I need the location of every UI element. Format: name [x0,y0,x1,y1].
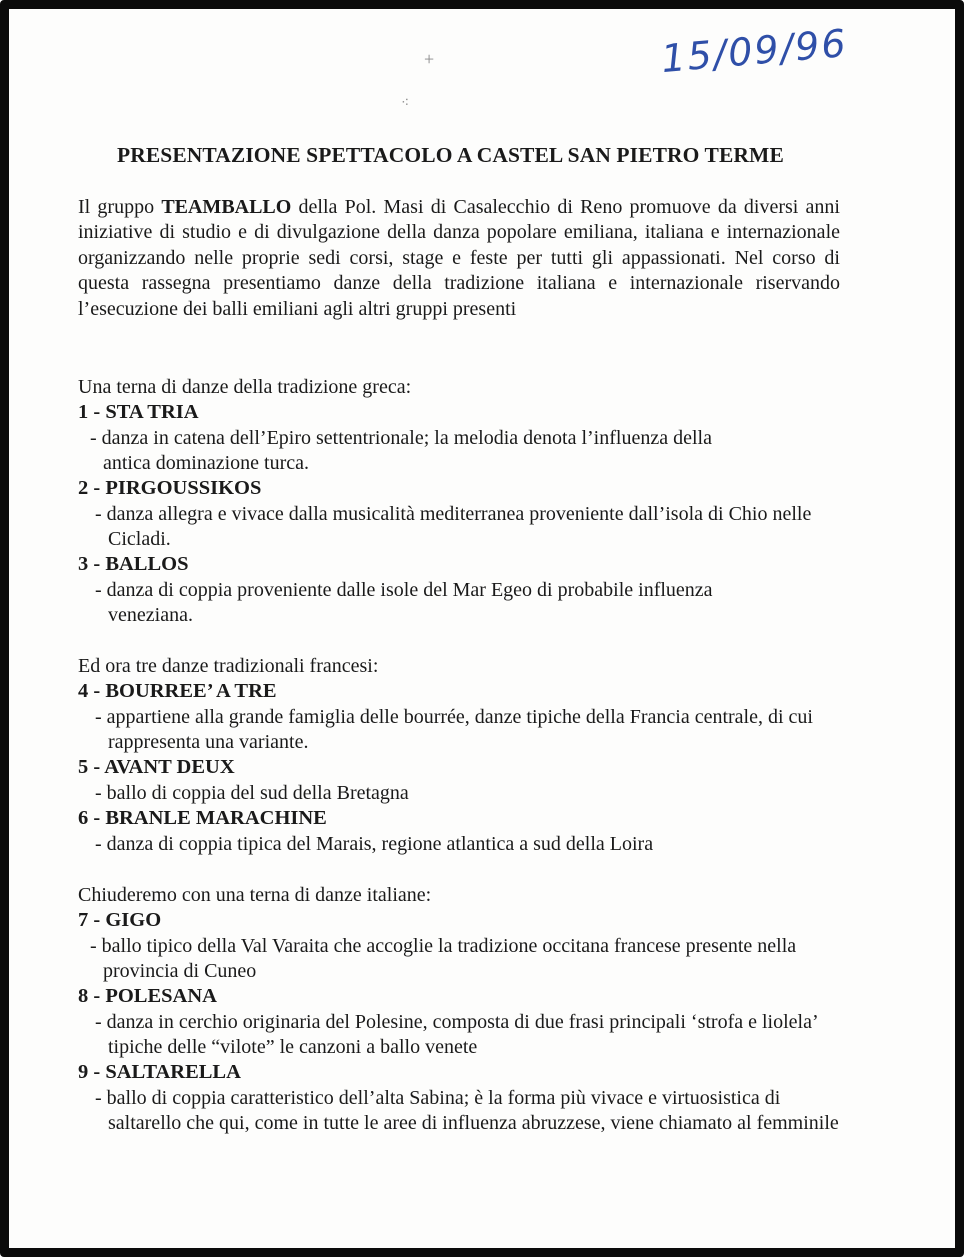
dance-title: 6 - BRANLE MARACHINE [78,807,327,829]
dance-description: - danza allegra e vivace dalla musicalità mediterranea proveniente dall’isola di Chio nelle Cicladi. [95,503,812,551]
intro-paragraph [78,195,840,322]
dance-title: 9 - SALTARELLA [78,1061,241,1083]
scan-mark: + [424,49,435,69]
intro-text-after: della Pol. Masi di Casalecchio di Reno promuove da diversi anni iniziative di studio e di divulgazione della danza popolare emiliana, italiana e internazionale organizzando nelle proprie sedi corsi, stage e feste per tutti gli appassionati. Nel corso di questa rassegna presentiamo danze della tradizione italiana e internazionale riservando l’esecuzione dei balli emiliani agli altri gruppi presenti [78,196,840,320]
dance-description: - ballo di coppia del sud della Bretagna [95,782,409,804]
dance-title: 8 - POLESANA [78,985,217,1007]
dance-description: - danza di coppia tipica del Marais, regione atlantica a sud della Loira [95,833,654,855]
dance-title: 4 - BOURREE’ A TRE [78,680,277,702]
section-intro-greek: Una terna di danze della tradizione greca: [78,376,412,398]
dance-description: - appartiene alla grande famiglia delle bourrée, danze tipiche della Francia centrale, di cui rappresenta una variante. [95,706,813,754]
dance-description: - danza in cerchio originaria del Polesine, composta di due frasi principali ‘strofa e liolela’ tipiche delle “vilote” le canzoni a ballo venete [95,1011,818,1059]
dance-description: - ballo tipico della Val Varaita che accoglie la tradizione occitana francese presente nella provincia di Cuneo [90,935,797,983]
dance-title: 3 - BALLOS [78,553,189,575]
dance-title: 5 - AVANT DEUX [78,756,235,778]
handwritten-date: 15/09/96 [659,20,850,82]
group-name: TEAMBALLO [161,196,292,218]
dance-title: 7 - GIGO [78,909,162,931]
section-intro-french: Ed ora tre danze tradizionali francesi: [78,655,379,677]
dance-description: - danza di coppia proveniente dalle isole del Mar Egeo di probabile influenza veneziana. [95,579,713,627]
scan-mark: ⁖ [401,96,410,111]
section-intro-italian: Chiuderemo con una terna di danze italiane: [78,884,432,906]
dance-title: 2 - PIRGOUSSIKOS [78,477,262,499]
intro-text-before: Il gruppo [78,196,162,218]
document-title: PRESENTAZIONE SPETTACOLO A CASTEL SAN PIETRO TERME [117,143,784,167]
dance-description: - ballo di coppia caratteristico dell’alta Sabina; è la forma più vivace e virtuosistica di saltarello che qui, come in tutte le aree di influenza abruzzese, viene chiamato al femminile [95,1087,839,1135]
dance-title: 1 - STA TRIA [78,401,199,423]
dance-description: - danza in catena dell’Epiro settentrionale; la melodia denota l’influenza della antica dominazione turca. [90,427,712,475]
